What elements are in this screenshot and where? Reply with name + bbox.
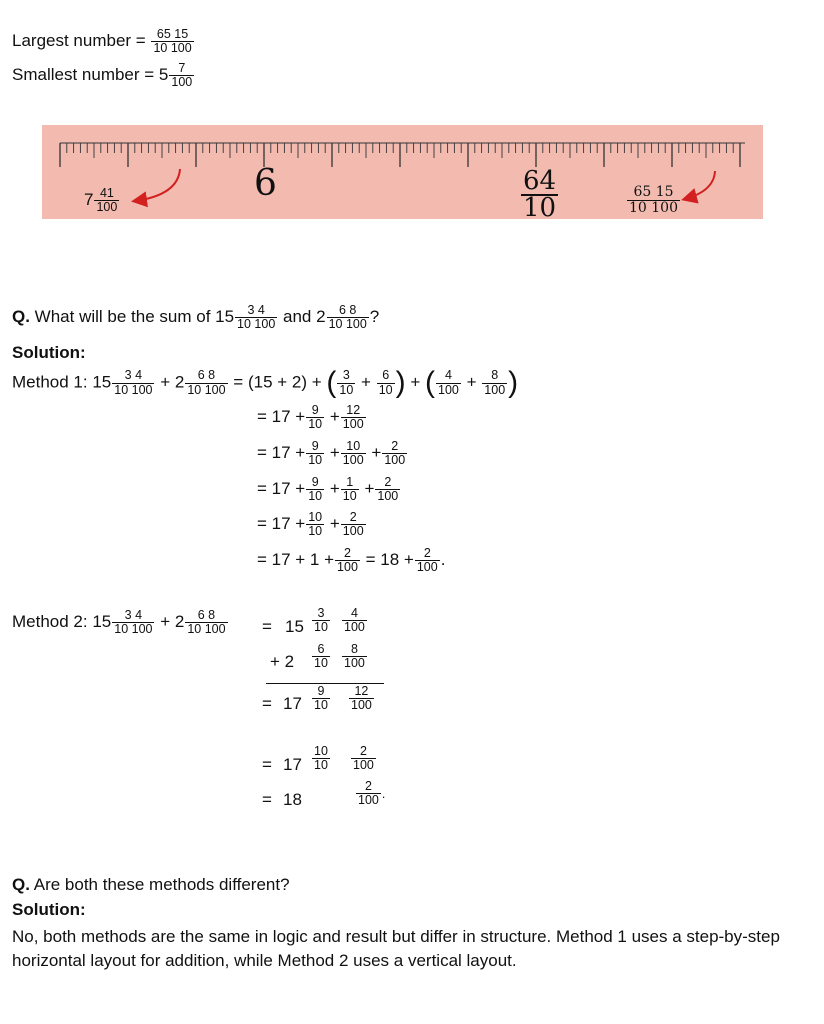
q1-fraction-a: $\frac{3 4}{10 100}$ <box>237 303 276 332</box>
method2-row2-frac-a: $\frac{6}{10}$ <box>314 642 328 671</box>
method2-row3-eq: = <box>262 694 272 713</box>
smallest-fraction: $\frac{7}{100}$ <box>171 61 193 90</box>
question-1: Q. What will be the sum of 15 $\frac{3 4}{10 100}$ and 2 $\frac{6 8}{10 100}$ ? <box>12 303 380 332</box>
method2-row4-eq: = <box>262 755 272 774</box>
method2-row5-whole: 18 <box>283 790 302 809</box>
ruler-label-six: 6 <box>254 163 277 204</box>
method2-row2-plus: + 2 <box>270 652 295 671</box>
ruler-strip <box>42 125 763 223</box>
method2-row5-frac-b: $\frac{2}{100}$ . <box>358 779 386 808</box>
answer-paragraph: No, both methods are the same in logic and result but differ in structure. Method 1 uses a step-by-step horizontal layout for addition, while Method 2 uses a vertical layout. <box>12 927 780 970</box>
method1-line1: Method 1: 15 $\frac{3 4}{10 100}$ + 2 $\frac{6 8}{10 100}$ = (15 + 2) + ( $\frac{3}{10}$ + $\frac{6}{10}$ ) + ( $\frac{4}{100}$ + $\frac{8}{100}$ ) <box>12 366 519 399</box>
method2-line1: Method 2: 15 $\frac{3 4}{10 100}$ + 2 $\frac{6 8}{10 100}$ <box>12 608 226 637</box>
question-2: Q. Are both these methods different? <box>12 875 290 894</box>
solution-label-2: Solution: <box>12 900 86 919</box>
ruler-left-whole: 7 <box>84 190 94 210</box>
method2-row1-whole: 15 <box>285 617 304 636</box>
method1-step6: = 17 + 1 + $\frac{2}{100}$ = 18 + $\frac{2}{100}$ . <box>257 546 446 575</box>
method1-step4: = 17 + $\frac{9}{10}$ + $\frac{1}{10}$ + $\frac{2}{100}$ <box>257 475 399 504</box>
method2-row5-eq: = <box>262 790 272 809</box>
method2-row1-eq: = <box>262 617 272 636</box>
largest-number-line <box>12 28 195 55</box>
ruler-right-value: $\frac{65 15}{10 100}$ <box>629 184 678 216</box>
method2-row3-frac-a: $\frac{9}{10}$ <box>314 684 328 713</box>
largest-fraction: $\frac{65 15}{10 100}$ <box>153 27 192 56</box>
method2-row3-whole: 17 <box>283 694 302 713</box>
method1-step3: = 17 + $\frac{9}{10}$ + $\frac{10}{100}$ + $\frac{2}{100}$ <box>257 439 406 468</box>
q1-fraction-b: $\frac{6 8}{10 100}$ <box>328 303 367 332</box>
ruler-arrow-left <box>42 125 763 223</box>
smallest-number-line <box>12 62 195 89</box>
method1-step5: = 17 + $\frac{10}{10}$ + $\frac{2}{100}$ <box>257 510 364 539</box>
method2-row3-frac-b: $\frac{12}{100}$ <box>351 684 372 713</box>
method2-row4-frac-b: $\frac{2}{100}$ <box>353 744 374 773</box>
largest-label: Largest number = <box>12 31 146 51</box>
arrow-right-icon <box>685 171 715 199</box>
smallest-label: Smallest number = 5 <box>12 65 169 85</box>
method1-step2: = 17 + $\frac{9}{10}$ + $\frac{12}{100}$ <box>257 403 364 432</box>
ruler-label-64-over-10: $\frac{64}{10}$ <box>523 166 557 223</box>
method2-row1-frac-b: $\frac{4}{100}$ <box>344 606 365 635</box>
ruler-left-fraction: $\frac{41}{100}$ <box>96 186 118 215</box>
method2-row4-frac-a: $\frac{10}{10}$ <box>314 744 328 773</box>
method2-row2-frac-b: $\frac{8}{100}$ <box>344 642 365 671</box>
method2-row1-frac-a: $\frac{3}{10}$ <box>314 606 328 635</box>
arrow-left-icon <box>135 169 180 201</box>
method2-row4-whole: 17 <box>283 755 302 774</box>
solution-label-1: Solution: <box>12 343 86 362</box>
